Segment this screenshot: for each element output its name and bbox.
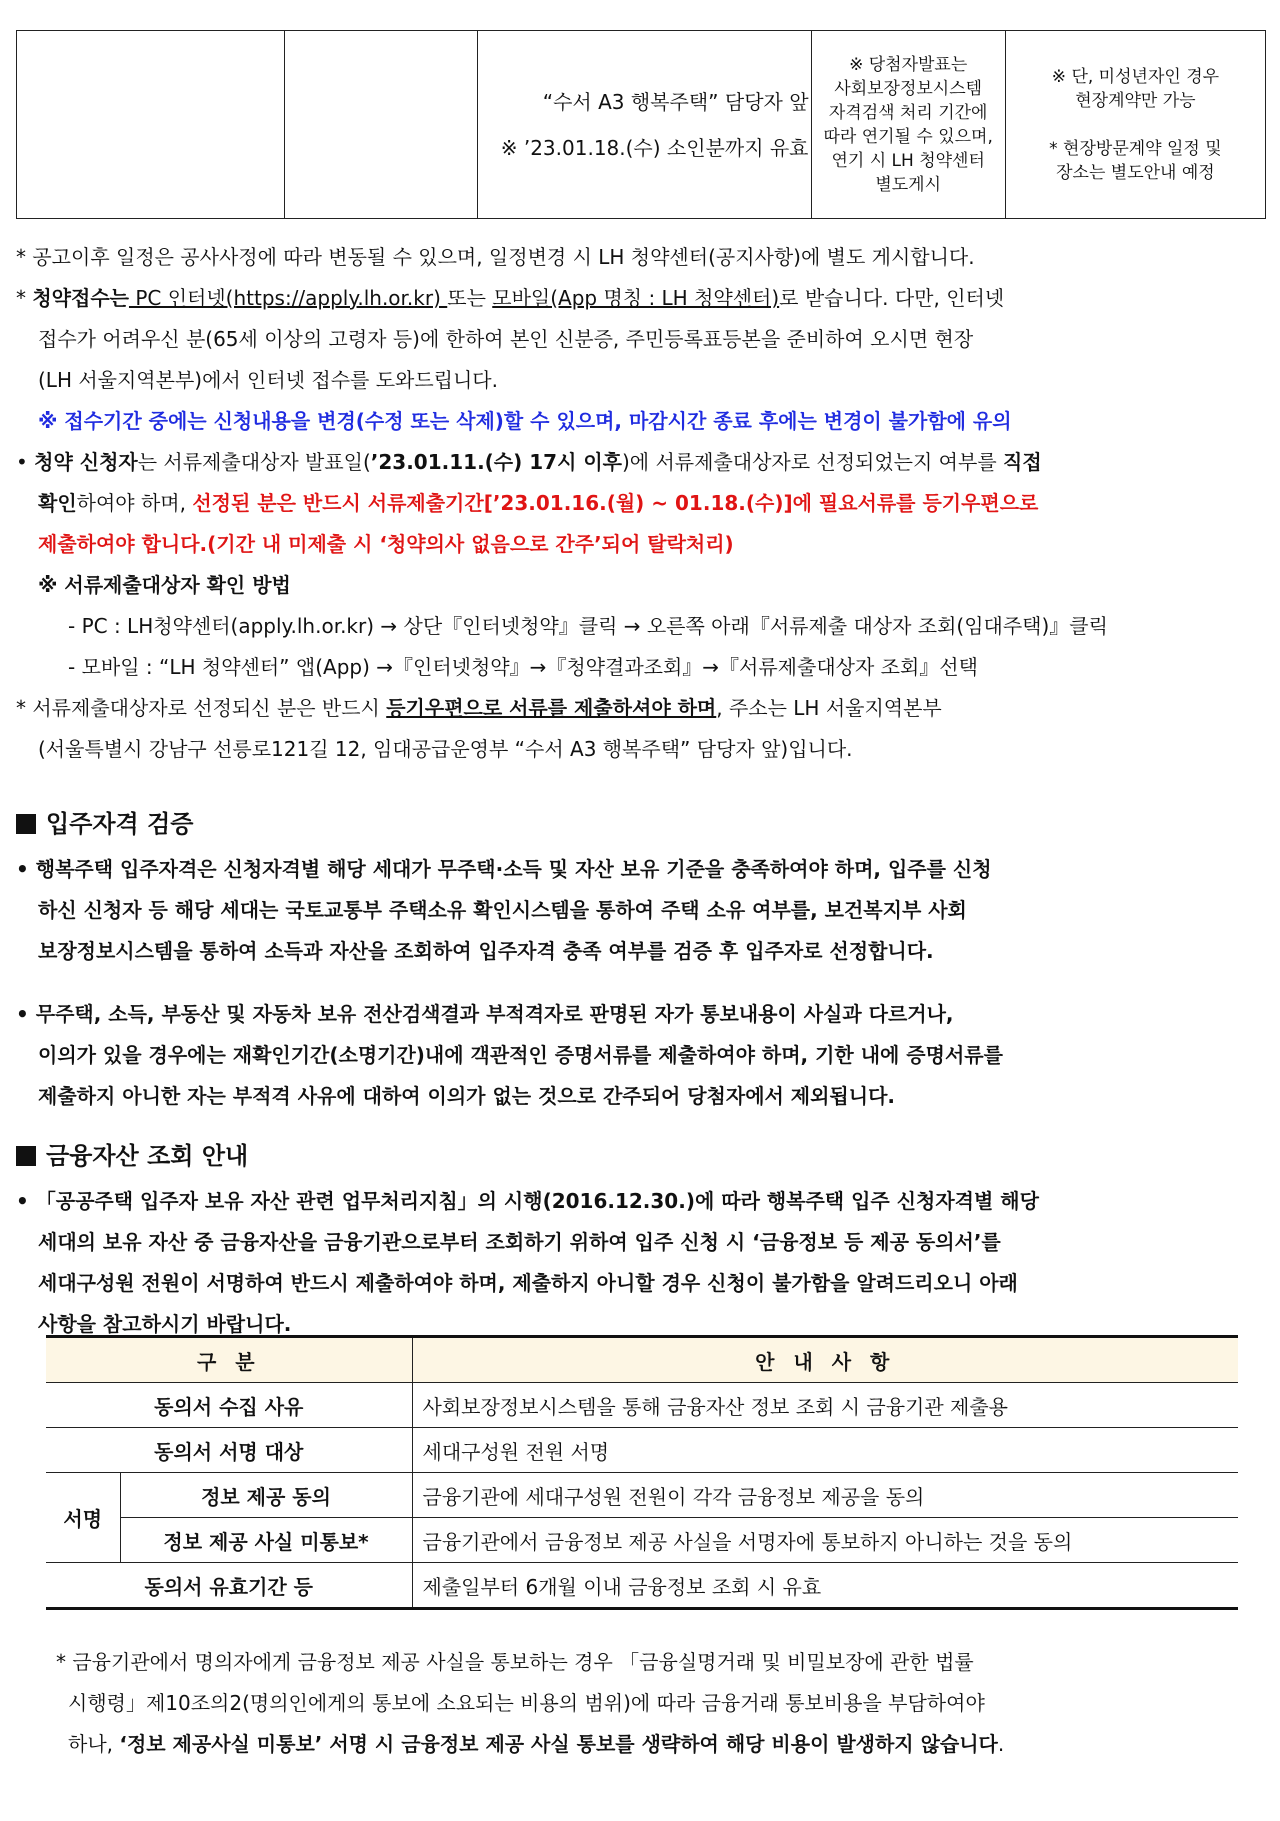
row-label: 동의서 서명 대상	[46, 1428, 412, 1473]
emphasis: 등기우편으로 서류를 제출하셔야 하며	[386, 696, 717, 720]
text: 또는	[447, 286, 493, 310]
announcement-line: ※ 당첨자발표는	[849, 54, 968, 75]
note-application-cont: (LH 서울지역본부)에서 인터넷 접수를 도와드립니다.	[38, 368, 498, 392]
table-row	[46, 1383, 1238, 1428]
note-change-warning: ※ 접수기간 중에는 신청내용을 변경(수정 또는 삭제)할 수 있으며, 마감시간 종료 후에는 변경이 불가함에 유의	[38, 409, 1012, 433]
note-document-submission	[16, 694, 1266, 723]
postmark-validity: ※ ’23.01.18.(수) 소인분까지 유효	[500, 135, 809, 160]
text: * 서류제출대상자로 선정되신 분은 반드시	[16, 696, 387, 720]
emphasis: ’23.01.11.(수) 17시 이후	[370, 450, 622, 474]
contract-line: 장소는 별도안내 예정	[1056, 162, 1215, 183]
emphasis: ‘정보 제공사실 미통보’ 서명 시 금융정보 제공 사실 통보를 생략하여 해당 비용이 발생하지 않습니다	[119, 1732, 998, 1756]
row-value: 금융기관에서 금융정보 제공 사실을 서명자에 통보하지 아니하는 것을 동의	[412, 1518, 1238, 1563]
section-title-text: 금융자산 조회 안내	[46, 1142, 249, 1170]
square-bullet-icon	[16, 814, 36, 834]
emphasis: 청약접수는	[32, 286, 129, 310]
section-title-text: 입주자격 검증	[46, 810, 194, 838]
square-bullet-icon	[16, 1146, 36, 1166]
announcement-line: 연기 시 LH 청약센터	[831, 150, 985, 171]
row-value: 사회보장정보시스템을 통해 금융자산 정보 조회 시 금융기관 제출용	[412, 1383, 1238, 1428]
note-schedule-change: * 공고이후 일정은 공사사정에 따라 변동될 수 있으며, 일정변경 시 LH 청약센터(공지사항)에 별도 게시합니다.	[16, 245, 975, 269]
table-header-row	[46, 1337, 1238, 1383]
text: )에 서류제출대상자로 선정되었는지 여부를	[622, 450, 1003, 474]
contract-line: 현장계약만 가능	[1075, 90, 1196, 111]
row-value: 제출일부터 6개월 이내 금융정보 조회 시 유효	[412, 1563, 1238, 1609]
announcement-line: 사회보장정보시스템	[834, 78, 983, 99]
footnote: 시행령」제10조의2(명의인에게의 통보에 소요되는 비용의 범위)에 따라 금융거래 통보비용을 부담하여야	[68, 1691, 985, 1715]
table-header: 구 분	[46, 1337, 412, 1383]
red-warning: 선정된 분은 반드시 서류제출기간[’23.01.16.(월) ~ 01.18.(수)]에 필요서류를 등기우편으로	[192, 491, 1039, 515]
emphasis: 청약 신청자	[34, 450, 138, 474]
schedule-cell-announcement	[811, 31, 1005, 219]
row-label: 동의서 수집 사유	[46, 1383, 412, 1428]
ineligible-para: • 무주택, 소득, 부동산 및 자동차 보유 전산검색결과 부적격자로 판명된 자가 통보내용이 사실과 다르거나,	[16, 1002, 954, 1026]
schedule-cell-address	[477, 31, 811, 219]
schedule-cell-2	[285, 31, 477, 219]
table-header: 안 내 사 항	[412, 1337, 1238, 1383]
note-address: (서울특별시 강남구 선릉로121길 12, 임대공급운영부 “수서 A3 행복주택” 담당자 앞)입니다.	[38, 737, 853, 761]
note-applicant-cont	[38, 489, 1266, 518]
mobile-app-text: 모바일(App 명칭 : LH 청약센터)	[492, 286, 780, 310]
text: , 주소는 LH 서울지역본부	[716, 696, 942, 720]
text: 하여야 하며,	[76, 491, 193, 515]
financial-consent-table	[46, 1335, 1238, 1610]
financial-para: 세대구성원 전원이 서명하여 반드시 제출하여야 하며, 제출하지 아니할 경우 신청이 불가함을 알려드리오니 아래	[38, 1271, 1018, 1295]
footnote: * 금융기관에서 명의자에게 금융정보 제공 사실을 통보하는 경우 「금융실명거래 및 비밀보장에 관한 법률	[56, 1650, 974, 1674]
address-line: “수서 A3 행복주택” 담당자 앞	[542, 89, 809, 114]
ineligible-para: 이의가 있을 경우에는 재확인기간(소명기간)내에 객관적인 증명서류를 제출하여야 하며, 기한 내에 증명서류를	[38, 1043, 1003, 1067]
footnote	[68, 1730, 1266, 1759]
check-method-pc: - PC : LH청약센터(apply.lh.or.kr) → 상단『인터넷청약』클릭 → 오른쪽 아래『서류제출 대상자 조회(임대주택)』클릭	[68, 614, 1108, 638]
row-value: 금융기관에 세대구성원 전원이 각각 금융정보 제공을 동의	[412, 1473, 1238, 1518]
row-label: 정보 제공 사실 미통보*	[120, 1518, 412, 1563]
eligibility-para: 보장정보시스템을 통하여 소득과 자산을 조회하여 입주자격 충족 여부를 검증 후 입주자로 선정합니다.	[38, 939, 934, 963]
bullet: •	[16, 450, 35, 474]
financial-para: • 「공공주택 입주자 보유 자산 관련 업무처리지침」의 시행(2016.12.30.)에 따라 행복주택 입주 신청자격별 해당	[16, 1189, 1039, 1213]
row-label: 정보 제공 동의	[120, 1473, 412, 1518]
table-row	[46, 1473, 1238, 1518]
section-title-financial	[16, 1140, 248, 1172]
eligibility-para: • 행복주택 입주자격은 신청자격별 해당 세대가 무주택·소득 및 자산 보유 기준을 충족하여야 하며, 입주를 신청	[16, 857, 992, 881]
note-application-cont: 접수가 어려우신 분(65세 이상의 고령자 등)에 한하여 본인 신분증, 주민등록표등본을 준비하여 오시면 현장	[38, 327, 974, 351]
announcement-line: 따라 연기될 수 있으며,	[823, 126, 993, 147]
emphasis: 확인	[38, 491, 77, 515]
group-label: 서명	[46, 1473, 120, 1563]
red-warning: 제출하여야 합니다.(기간 내 미제출 시 ‘청약의사 없음으로 간주’되어 탈락처리)	[38, 532, 734, 556]
table-row	[46, 1518, 1238, 1563]
ineligible-para: 제출하지 아니한 자는 부적격 사유에 대하여 이의가 없는 것으로 간주되어 당첨자에서 제외됩니다.	[38, 1084, 895, 1108]
table-row	[46, 1563, 1238, 1609]
check-method-mobile: - 모바일 : “LH 청약센터” 앱(App) →『인터넷청약』→『청약결과조회』→『서류제출대상자 조회』선택	[68, 655, 978, 679]
schedule-table-fragment	[16, 30, 1266, 219]
text: 로 받습니다. 다만, 인터넷	[779, 286, 1005, 310]
note-application	[16, 284, 1266, 313]
bullet: *	[16, 286, 33, 310]
contract-line: ※ 단, 미성년자인 경우	[1051, 66, 1220, 87]
table-row	[46, 1428, 1238, 1473]
text: 하나,	[68, 1732, 120, 1756]
row-label: 동의서 유효기간 등	[46, 1563, 412, 1609]
financial-para: 사항을 참고하시기 바랍니다.	[38, 1312, 292, 1336]
note-applicant	[16, 448, 1266, 477]
emphasis: 직접	[1003, 450, 1042, 474]
section-title-eligibility	[16, 808, 193, 840]
row-value: 세대구성원 전원 서명	[412, 1428, 1238, 1473]
schedule-cell-1	[17, 31, 285, 219]
text: 는 서류제출대상자 발표일(	[137, 450, 371, 474]
financial-para: 세대의 보유 자산 중 금융자산을 금융기관으로부터 조회하기 위하여 입주 신청 시 ‘금융정보 등 제공 동의서’를	[38, 1230, 1001, 1254]
contract-line: * 현장방문계약 일정 및	[1049, 138, 1222, 159]
text: .	[997, 1732, 1005, 1756]
pc-url-text: PC 인터넷(https://apply.lh.or.kr)	[128, 286, 448, 310]
announcement-line: 별도게시	[875, 174, 942, 195]
announcement-line: 자격검색 처리 기간에	[828, 102, 988, 123]
eligibility-para: 하신 신청자 등 해당 세대는 국토교통부 주택소유 확인시스템을 통하여 주택 소유 여부를, 보건복지부 사회	[38, 898, 967, 922]
schedule-cell-contract	[1005, 31, 1265, 219]
check-method-title: ※ 서류제출대상자 확인 방법	[38, 573, 291, 597]
